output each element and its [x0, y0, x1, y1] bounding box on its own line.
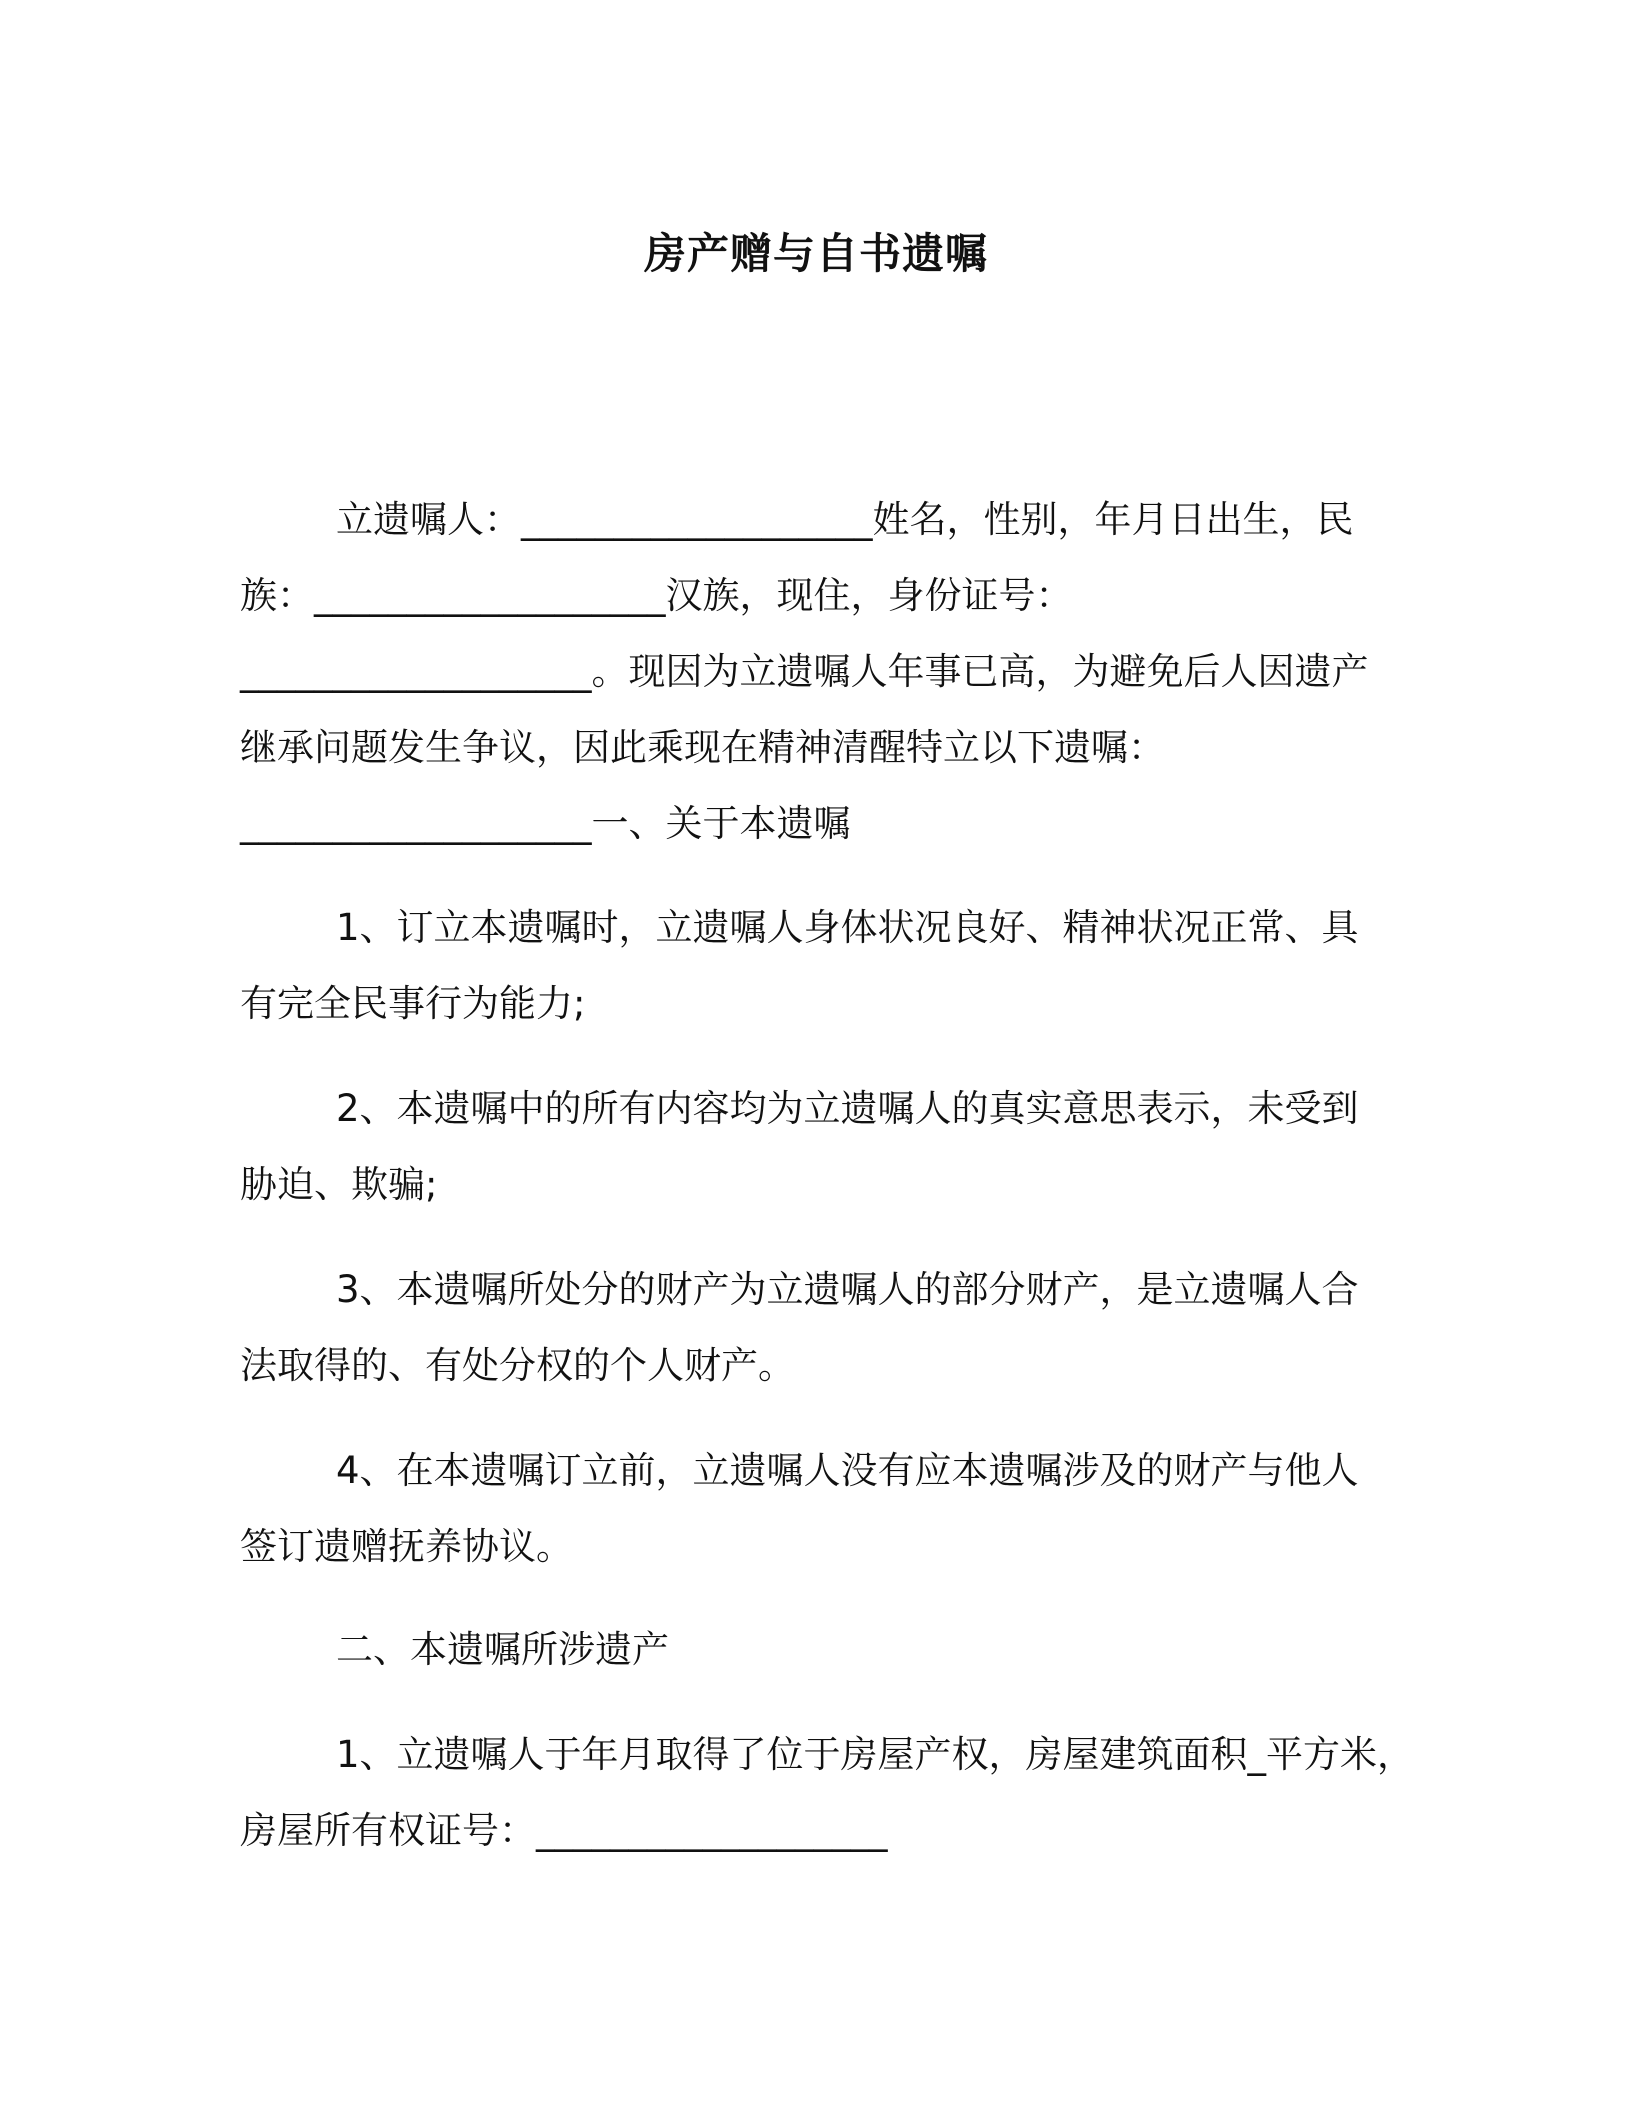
- text-line-3: ___________________。现因为立遗嘱人年事已高，为避免后人因遗产: [240, 650, 1369, 693]
- text-line-4: 继承问题发生争议，因此乘现在精神清醒特立以下遗嘱：: [240, 726, 1165, 769]
- text-line-8: 2、本遗嘱中的所有内容均为立遗嘱人的真实意思表示，未受到: [336, 1087, 1359, 1130]
- text-line-9: 胁迫、欺骗;: [240, 1163, 438, 1206]
- text-line-12: 4、在本遗嘱订立前，立遗嘱人没有应本遗嘱涉及的财产与他人: [336, 1449, 1359, 1492]
- text-line-10: 3、本遗嘱所处分的财产为立遗嘱人的部分财产，是立遗嘱人合: [336, 1268, 1359, 1311]
- text-line-1: 立遗嘱人：___________________姓名，性别，年月日出生，民: [336, 498, 1354, 541]
- text-line-13: 签订遗赠抚养协议。: [240, 1525, 573, 1568]
- text-line-6: 1、订立本遗嘱时，立遗嘱人身体状况良好、精神状况正常、具: [336, 906, 1359, 949]
- text-line-15: 1、立遗嘱人于年月取得了位于房屋产权，房屋建筑面积_平方米，: [336, 1733, 1415, 1776]
- document-title: 房产赠与自书遗嘱: [643, 229, 988, 278]
- text-line-7: 有完全民事行为能力;: [240, 982, 586, 1025]
- text-line-5: ___________________一、关于本遗嘱: [240, 802, 851, 845]
- text-line-11: 法取得的、有处分权的个人财产。: [240, 1344, 795, 1387]
- text-line-16: 房屋所有权证号：___________________: [240, 1809, 888, 1852]
- section-heading: 二、本遗嘱所涉遗产: [336, 1628, 669, 1671]
- text-line-2: 族：___________________汉族，现住，身份证号：: [240, 574, 1073, 617]
